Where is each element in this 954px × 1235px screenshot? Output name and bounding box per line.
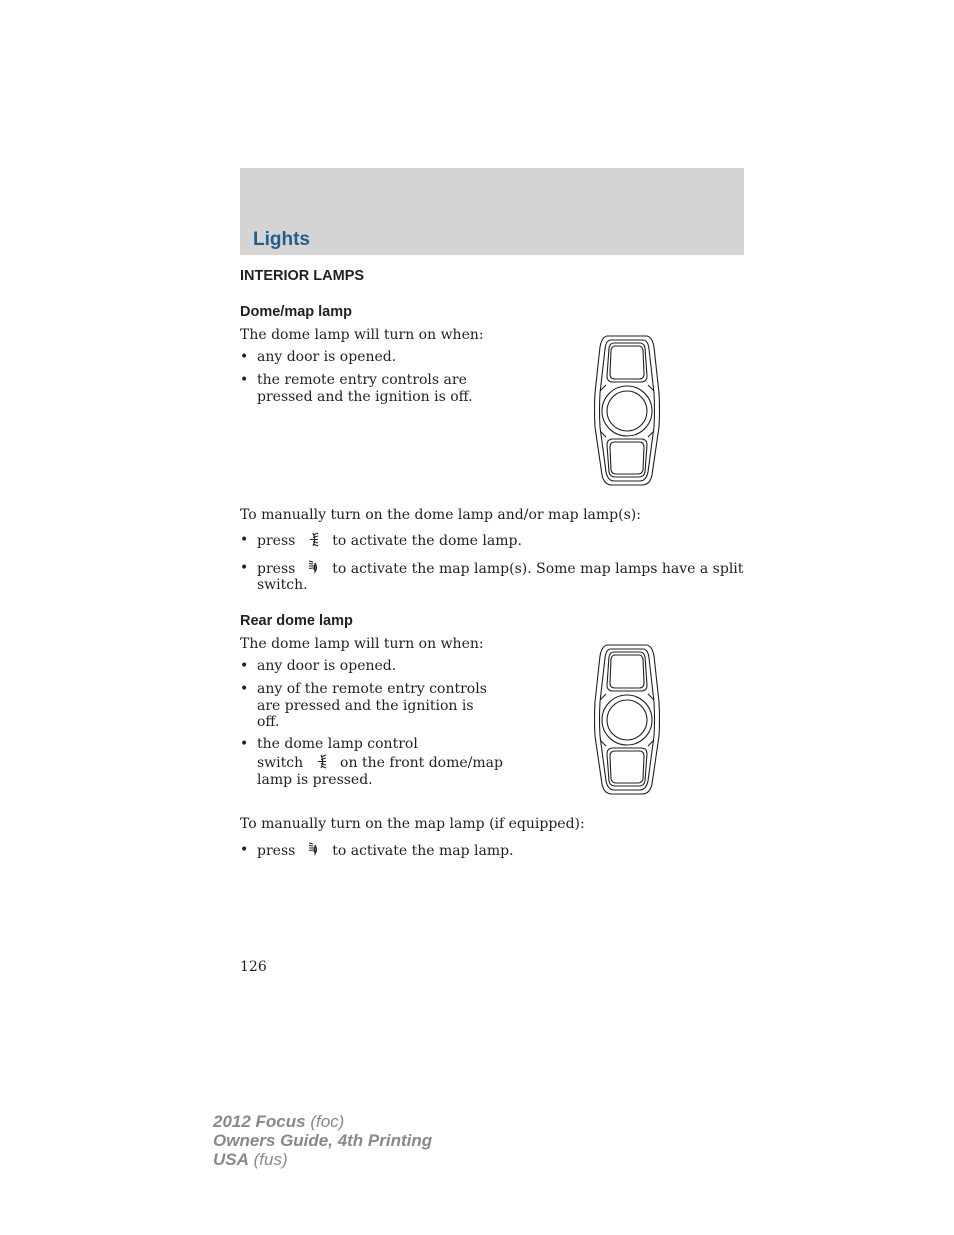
map-action-text: to activate the map lamp. bbox=[332, 843, 514, 859]
press-label: press bbox=[257, 561, 296, 577]
list-item-text bbox=[257, 532, 522, 550]
list-item-text bbox=[257, 560, 743, 578]
dome-lamp-icon bbox=[300, 532, 328, 548]
switch-label: switch bbox=[257, 755, 304, 771]
list-item-text bbox=[257, 842, 514, 860]
map-action-text: to activate the map lamp(s). Some map lamps have a split bbox=[332, 561, 744, 577]
section-title: INTERIOR LAMPS bbox=[240, 268, 365, 284]
list-item-text bbox=[257, 754, 503, 772]
bullet: • bbox=[240, 560, 249, 576]
list-item-text: any door is opened. bbox=[257, 349, 397, 365]
footer-line-market bbox=[213, 1150, 432, 1169]
footer bbox=[213, 1112, 432, 1169]
footer-model-code: (foc) bbox=[305, 1112, 345, 1131]
list-item-text: the dome lamp control bbox=[257, 736, 418, 752]
bullet: • bbox=[240, 842, 249, 858]
footer-market-code: (fus) bbox=[248, 1150, 288, 1169]
rear-dome-manual-intro: To manually turn on the map lamp (if equipped): bbox=[240, 816, 585, 832]
chapter-title: Lights bbox=[253, 229, 310, 250]
dome-lamp-icon bbox=[308, 754, 336, 770]
dome-map-intro: The dome lamp will turn on when: bbox=[240, 327, 484, 343]
footer-model: 2012 Focus bbox=[213, 1112, 306, 1131]
list-item bbox=[240, 681, 580, 731]
rear-dome-intro: The dome lamp will turn on when: bbox=[240, 636, 484, 652]
list-item-text: any door is opened. bbox=[257, 658, 397, 674]
list-item-text: the remote entry controls are bbox=[257, 372, 467, 388]
bullet: • bbox=[240, 532, 249, 548]
list-item bbox=[240, 736, 580, 792]
page-number: 126 bbox=[240, 959, 267, 975]
dome-map-lamp-illustration bbox=[594, 335, 660, 490]
bullet: • bbox=[240, 736, 249, 752]
dome-map-manual-intro: To manually turn on the dome lamp and/or map lamp(s): bbox=[240, 507, 641, 523]
map-lamp-icon bbox=[300, 560, 328, 576]
press-label: press bbox=[257, 843, 296, 859]
footer-market: USA bbox=[213, 1150, 249, 1169]
subsection-heading-rear-dome: Rear dome lamp bbox=[240, 613, 353, 629]
list-item-text: lamp is pressed. bbox=[257, 772, 373, 788]
switch-rest-text: on the front dome/map bbox=[340, 755, 503, 771]
rear-dome-lamp-illustration bbox=[594, 644, 660, 799]
list-item-text: switch. bbox=[257, 577, 308, 593]
list-item bbox=[240, 372, 580, 406]
footer-guide: Owners Guide, 4th Printing bbox=[213, 1131, 433, 1150]
list-item-text: are pressed and the ignition is bbox=[257, 697, 474, 714]
list-item-text: off. bbox=[257, 714, 280, 730]
bullet: • bbox=[240, 681, 249, 697]
bullet: • bbox=[240, 658, 249, 674]
footer-line-model bbox=[213, 1112, 432, 1131]
list-item-text: pressed and the ignition is off. bbox=[257, 388, 473, 405]
press-label: press bbox=[257, 533, 296, 549]
bullet: • bbox=[240, 372, 249, 388]
dome-action-text: to activate the dome lamp. bbox=[332, 533, 522, 549]
bullet: • bbox=[240, 349, 249, 365]
section-header-band bbox=[240, 168, 744, 255]
map-lamp-icon bbox=[300, 842, 328, 858]
list-item-text: any of the remote entry controls bbox=[257, 681, 487, 697]
list-item bbox=[240, 560, 744, 594]
subsection-heading-dome-map: Dome/map lamp bbox=[240, 304, 352, 320]
footer-line-guide bbox=[213, 1131, 432, 1150]
